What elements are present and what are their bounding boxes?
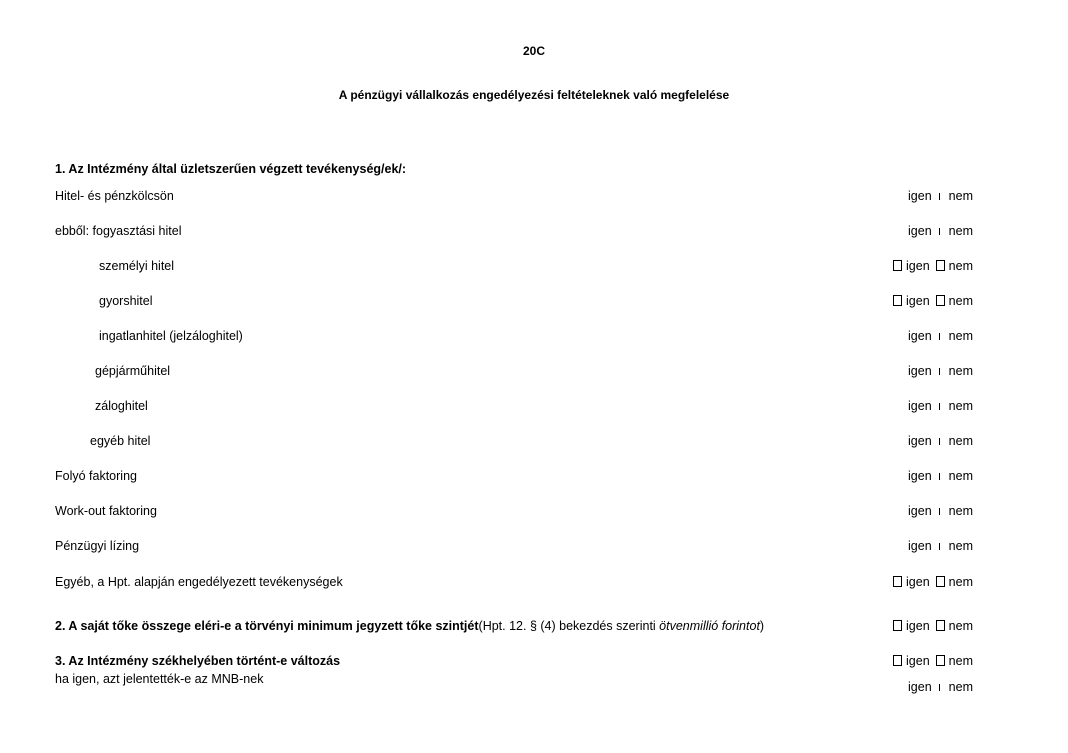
yes-label: igen xyxy=(906,575,930,589)
activity-label: ebből: fogyasztási hitel xyxy=(55,224,182,238)
no-label: nem xyxy=(948,539,973,553)
no-checkbox[interactable] xyxy=(936,295,945,306)
yes-no-choice[interactable] xyxy=(893,619,973,633)
yes-no-choice[interactable] xyxy=(908,434,973,448)
choice-separator xyxy=(939,438,940,445)
no-checkbox[interactable] xyxy=(936,260,945,271)
yes-checkbox[interactable] xyxy=(893,260,902,271)
section-2-heading: 2. A saját tőke összege eléri-e a törvényi minimum jegyzett tőke szintjét xyxy=(55,619,479,633)
yes-no-choice[interactable] xyxy=(893,654,973,668)
activity-label: gépjárműhitel xyxy=(95,364,171,378)
section-1-heading: 1. Az Intézmény által üzletszerűen végzett tevékenység/ek/: xyxy=(55,162,407,176)
form-code: 20C xyxy=(522,44,545,58)
no-label: nem xyxy=(948,329,973,343)
yes-label: igen xyxy=(906,619,930,633)
choice-separator xyxy=(939,333,940,340)
section-2-note-italic: ötvenmillió forintot xyxy=(659,619,760,633)
no-checkbox[interactable] xyxy=(936,576,945,587)
section-3-sub-label: ha igen, azt jelentették-e az MNB-nek xyxy=(55,672,264,686)
yes-no-choice[interactable] xyxy=(908,469,973,483)
choice-separator xyxy=(939,684,940,691)
yes-checkbox[interactable] xyxy=(893,295,902,306)
yes-label: igen xyxy=(908,364,932,378)
no-label: nem xyxy=(948,364,973,378)
choice-separator xyxy=(939,193,940,200)
yes-label: igen xyxy=(908,680,932,694)
yes-label: igen xyxy=(908,539,932,553)
yes-no-choice[interactable] xyxy=(893,294,973,308)
yes-label: igen xyxy=(908,189,932,203)
no-label: nem xyxy=(948,434,973,448)
section-2-note-suffix: ) xyxy=(759,619,765,633)
yes-label: igen xyxy=(906,259,930,273)
activity-label: Hitel- és pénzkölcsön xyxy=(55,189,174,203)
activity-label: Work-out faktoring xyxy=(55,504,157,518)
activity-label: ingatlanhitel (jelzáloghitel) xyxy=(99,329,243,343)
no-label: nem xyxy=(948,469,973,483)
choice-separator xyxy=(939,508,940,515)
yes-label: igen xyxy=(906,294,930,308)
yes-checkbox[interactable] xyxy=(893,655,902,666)
yes-no-choice[interactable] xyxy=(908,189,973,203)
choice-separator xyxy=(939,543,940,550)
no-label: nem xyxy=(948,654,973,668)
no-label: nem xyxy=(948,575,973,589)
yes-checkbox[interactable] xyxy=(893,576,902,587)
yes-no-choice[interactable] xyxy=(893,575,973,589)
yes-no-choice[interactable] xyxy=(908,329,973,343)
no-checkbox[interactable] xyxy=(936,620,945,631)
no-label: nem xyxy=(948,680,973,694)
section-2-question xyxy=(55,619,764,633)
yes-label: igen xyxy=(908,504,932,518)
activity-label: gyorshitel xyxy=(99,294,153,308)
form-title: A pénzügyi vállalkozás engedélyezési feltételeknek való megfelelése xyxy=(338,88,730,102)
choice-separator xyxy=(939,228,940,235)
activity-label: Egyéb, a Hpt. alapján engedélyezett tevékenységek xyxy=(55,575,343,589)
no-label: nem xyxy=(948,189,973,203)
section-3-heading: 3. Az Intézmény székhelyében történt-e változás xyxy=(55,654,341,668)
activity-label: záloghitel xyxy=(95,399,148,413)
yes-label: igen xyxy=(908,469,932,483)
yes-no-choice[interactable] xyxy=(908,399,973,413)
choice-separator xyxy=(939,403,940,410)
yes-label: igen xyxy=(908,434,932,448)
no-label: nem xyxy=(948,294,973,308)
activity-label: Folyó faktoring xyxy=(55,469,137,483)
yes-no-choice[interactable] xyxy=(908,364,973,378)
activity-label: egyéb hitel xyxy=(90,434,151,448)
yes-label: igen xyxy=(908,329,932,343)
no-label: nem xyxy=(948,504,973,518)
no-label: nem xyxy=(948,619,973,633)
section-2-note-prefix: (Hpt. 12. § (4) bekezdés szerinti xyxy=(478,619,660,633)
yes-label: igen xyxy=(908,399,932,413)
yes-no-choice[interactable] xyxy=(908,504,973,518)
choice-separator xyxy=(939,368,940,375)
activity-label: személyi hitel xyxy=(99,259,175,273)
no-checkbox[interactable] xyxy=(936,655,945,666)
yes-label: igen xyxy=(908,224,932,238)
activity-label: Pénzügyi lízing xyxy=(55,539,140,553)
yes-no-choice[interactable] xyxy=(908,680,973,694)
yes-no-choice[interactable] xyxy=(908,539,973,553)
yes-no-choice[interactable] xyxy=(893,259,973,273)
no-label: nem xyxy=(948,259,973,273)
yes-label: igen xyxy=(906,654,930,668)
yes-no-choice[interactable] xyxy=(908,224,973,238)
no-label: nem xyxy=(948,399,973,413)
no-label: nem xyxy=(948,224,973,238)
yes-checkbox[interactable] xyxy=(893,620,902,631)
choice-separator xyxy=(939,473,940,480)
